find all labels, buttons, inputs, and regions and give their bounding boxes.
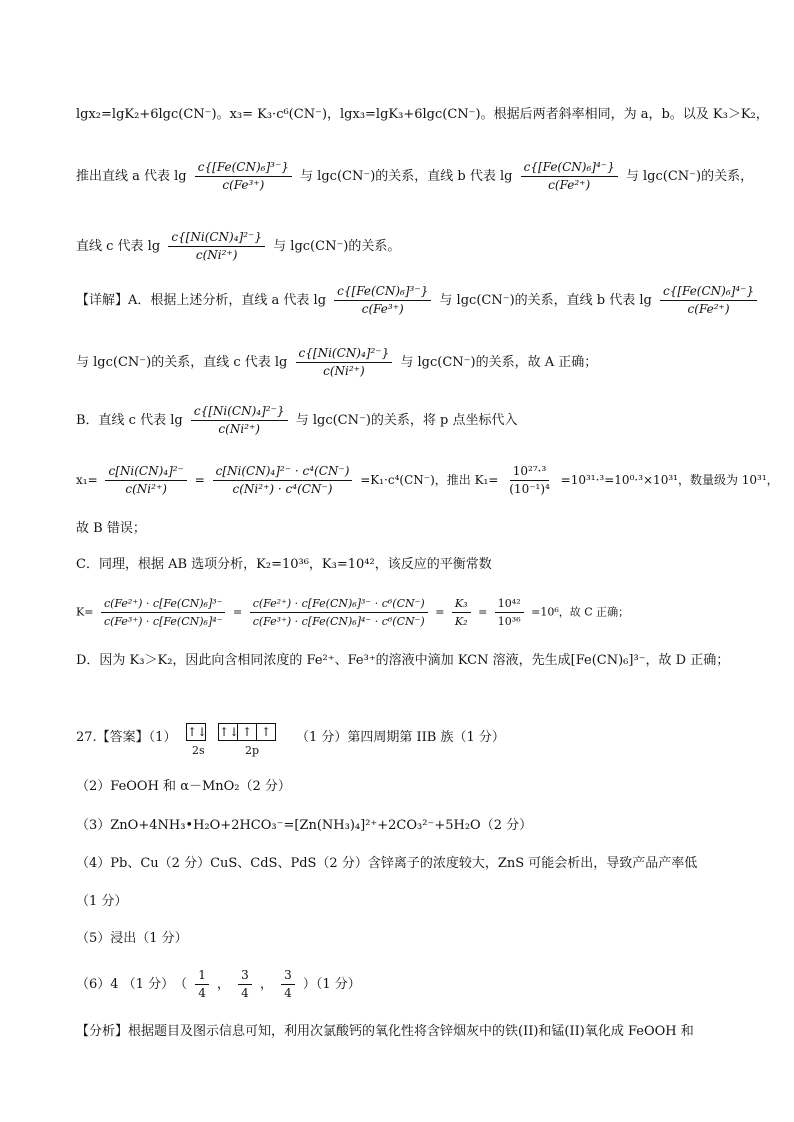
denominator: 4 [198, 986, 206, 1000]
denominator: c(Fe³⁺) · c[Fe(CN)₆]⁴⁻ · c⁶(CN⁻) [252, 615, 425, 628]
answer-27-4: （4）Pb、Cu（2 分）CuS、CdS、PdS（2 分）含锌离子的浓度较大，ZnS 可能会析出，导致产品产率低 [76, 856, 698, 871]
numerator: c{[Fe(CN)₆]⁴⁻} [660, 284, 757, 301]
text-fragment: 推出直线 a 代表 lg [76, 169, 187, 184]
answer-27-6 [76, 968, 754, 1001]
denominator: c(Ni²⁺) [218, 422, 260, 436]
text-line-11: D．因为 K₃＞K₂，因此向含相同浓度的 Fe²⁺、Fe³⁺的溶液中滴加 KCN 溶液，先生成[Fe(CN)₆]³⁻，故 D 正确； [76, 653, 730, 668]
text-fragment: 与 lgc(CN⁻)的关系， [625, 169, 754, 184]
fraction [334, 284, 431, 317]
fraction [195, 160, 292, 193]
denominator: c(Ni²⁺) [125, 482, 167, 496]
fraction [101, 596, 226, 629]
denominator: c(Fe²⁺) [687, 302, 730, 316]
fraction [452, 596, 471, 629]
orbital-box-2s [186, 723, 208, 743]
text-fragment: ， [217, 977, 231, 992]
text-fragment: = [232, 605, 243, 619]
text-line-7 [76, 464, 779, 497]
text-fragment: =10⁶，故 C 正确； [531, 605, 630, 619]
text-fragment: 与 lgc(CN⁻)的关系，直线 c 代表 lg [76, 355, 288, 370]
text-fragment: x₁= [76, 473, 98, 487]
answer-27-4-cont: （1 分） [76, 894, 128, 909]
text-fragment: K= [76, 605, 94, 619]
fraction [250, 596, 428, 629]
numerator: 1 [195, 968, 209, 985]
denominator: c(Ni²⁺) [195, 248, 238, 262]
text-line-4 [76, 284, 754, 317]
orbital-box: ↑↓ [187, 725, 208, 739]
denominator: 4 [284, 986, 292, 1000]
text-fragment: = [435, 605, 445, 619]
denominator: 10³⁶ [497, 615, 521, 628]
numerator: c{[Ni(CN)₄]²⁻} [296, 346, 393, 363]
text-line-8: 故 B 错误； [76, 521, 146, 536]
orbital-boxes-2p [218, 723, 275, 743]
text-fragment: 与 lgc(CN⁻)的关系，将 p 点坐标代入 [295, 413, 518, 428]
fraction [660, 284, 757, 317]
fraction [168, 230, 265, 263]
fraction [195, 968, 209, 1001]
text-fragment: （6）4 （1 分） （ [76, 977, 188, 992]
numerator: 10⁴² [495, 596, 524, 613]
numerator: c[Ni(CN)₄]²⁻ [105, 464, 186, 481]
denominator: c(Fe³⁺) [361, 302, 404, 316]
answer-27-2: （2）FeOOH 和 α－MnO₂（2 分） [76, 779, 291, 794]
text-fragment: 与 lgc(CN⁻)的关系，直线 b 代表 lg [439, 293, 652, 308]
denominator: (10⁻¹)⁴ [509, 482, 550, 496]
text-line-2 [76, 160, 754, 193]
denominator: c(Fe²⁺) [548, 178, 591, 192]
denominator: c(Ni²⁺) [323, 364, 365, 378]
numerator: 3 [281, 968, 295, 985]
denominator: 4 [241, 986, 249, 1000]
text-line-10 [76, 596, 754, 629]
numerator: 3 [238, 968, 252, 985]
numerator: c[Ni(CN)₄]²⁻ · c⁴(CN⁻) [213, 464, 353, 481]
fraction [238, 968, 252, 1001]
numerator: c{[Fe(CN)₆]³⁻} [195, 160, 292, 177]
text-line-1: lgx₂=lgK₂+6lgc(CN⁻)。x₃= K₃·c⁶(CN⁻)，lgx₃=lgK₃+6lgc(CN⁻)。根据后两者斜率相同，为 a，b。以及 K₃＞K₂， [76, 107, 769, 122]
answer-27-5: （5）浸出（1 分） [76, 931, 188, 946]
text-line-5 [76, 346, 754, 379]
fraction [296, 346, 393, 379]
numerator: c{[Ni(CN)₄]²⁻} [168, 230, 265, 247]
text-fragment: =K₁·c⁴(CN⁻)，推出 K₁= [360, 473, 499, 487]
analysis-line: 【分析】根据题目及图示信息可知，利用次氯酸钙的氧化性将含锌烟灰中的铁(II)和锰(II)氧化成 FeOOH 和 [76, 1024, 694, 1039]
fraction [281, 968, 295, 1001]
fraction [105, 464, 186, 497]
text-line-6 [76, 404, 754, 437]
fraction [213, 464, 353, 497]
text-fragment: = [478, 605, 488, 619]
text-fragment: 直线 c 代表 lg [76, 239, 161, 254]
answer-27-score: （1 分）第四周期第 IIB 族（1 分） [296, 730, 505, 745]
text-fragment: =10³¹·³=10⁰·³×10³¹，数量级为 10³¹， [560, 473, 779, 487]
text-fragment: 与 lgc(CN⁻)的关系，直线 b 代表 lg [300, 169, 513, 184]
orbital-box: ↑ [237, 723, 257, 741]
text-fragment: 与 lgc(CN⁻)的关系，故 A 正确； [400, 355, 598, 370]
text-fragment: B．直线 c 代表 lg [76, 413, 183, 428]
numerator: c{[Fe(CN)₆]³⁻} [334, 284, 431, 301]
orbital-box: ↑ [256, 723, 276, 741]
orbital-box: ↑↓ [219, 725, 240, 739]
denominator: c(Fe³⁺) [222, 178, 265, 192]
fraction [521, 160, 618, 193]
text-fragment: = [194, 473, 205, 487]
orbital-label-2s: 2s [192, 744, 205, 757]
denominator: c(Ni²⁺) · c⁴(CN⁻) [232, 482, 333, 496]
numerator: c{[Fe(CN)₆]⁴⁻} [521, 160, 618, 177]
text-fragment: ）（1 分） [302, 977, 361, 992]
numerator: K₃ [452, 596, 471, 613]
text-fragment: 【详解】A．根据上述分析，直线 a 代表 lg [76, 293, 327, 308]
fraction [191, 404, 288, 437]
text-line-9: C．同理，根据 AB 选项分析，K₂=10³⁶，K₃=10⁴²，该反应的平衡常数 [76, 557, 492, 572]
numerator: c{[Ni(CN)₄]²⁻} [191, 404, 288, 421]
fraction [506, 464, 553, 497]
fraction [495, 596, 524, 629]
text-fragment: 27.【答案】（1） [76, 730, 177, 745]
text-fragment: ， [259, 977, 273, 992]
text-fragment: 与 lgc(CN⁻)的关系。 [273, 239, 401, 254]
orbital-label-2p: 2p [245, 744, 260, 757]
denominator: c(Fe³⁺) · c[Fe(CN)₆]⁴⁻ [103, 615, 223, 628]
numerator: c(Fe²⁺) · c[Fe(CN)₆]³⁻ [101, 596, 226, 613]
numerator: c(Fe²⁺) · c[Fe(CN)₆]³⁻ · c⁶(CN⁻) [250, 596, 428, 613]
answer-27-3: （3）ZnO+4NH₃•H₂O+2HCO₃⁻=[Zn(NH₃)₄]²⁺+2CO₃²⁻+5H₂O（2 分） [76, 818, 533, 833]
text-line-3 [76, 230, 754, 263]
denominator: K₂ [454, 615, 468, 628]
numerator: 10²⁷·³ [510, 464, 550, 481]
